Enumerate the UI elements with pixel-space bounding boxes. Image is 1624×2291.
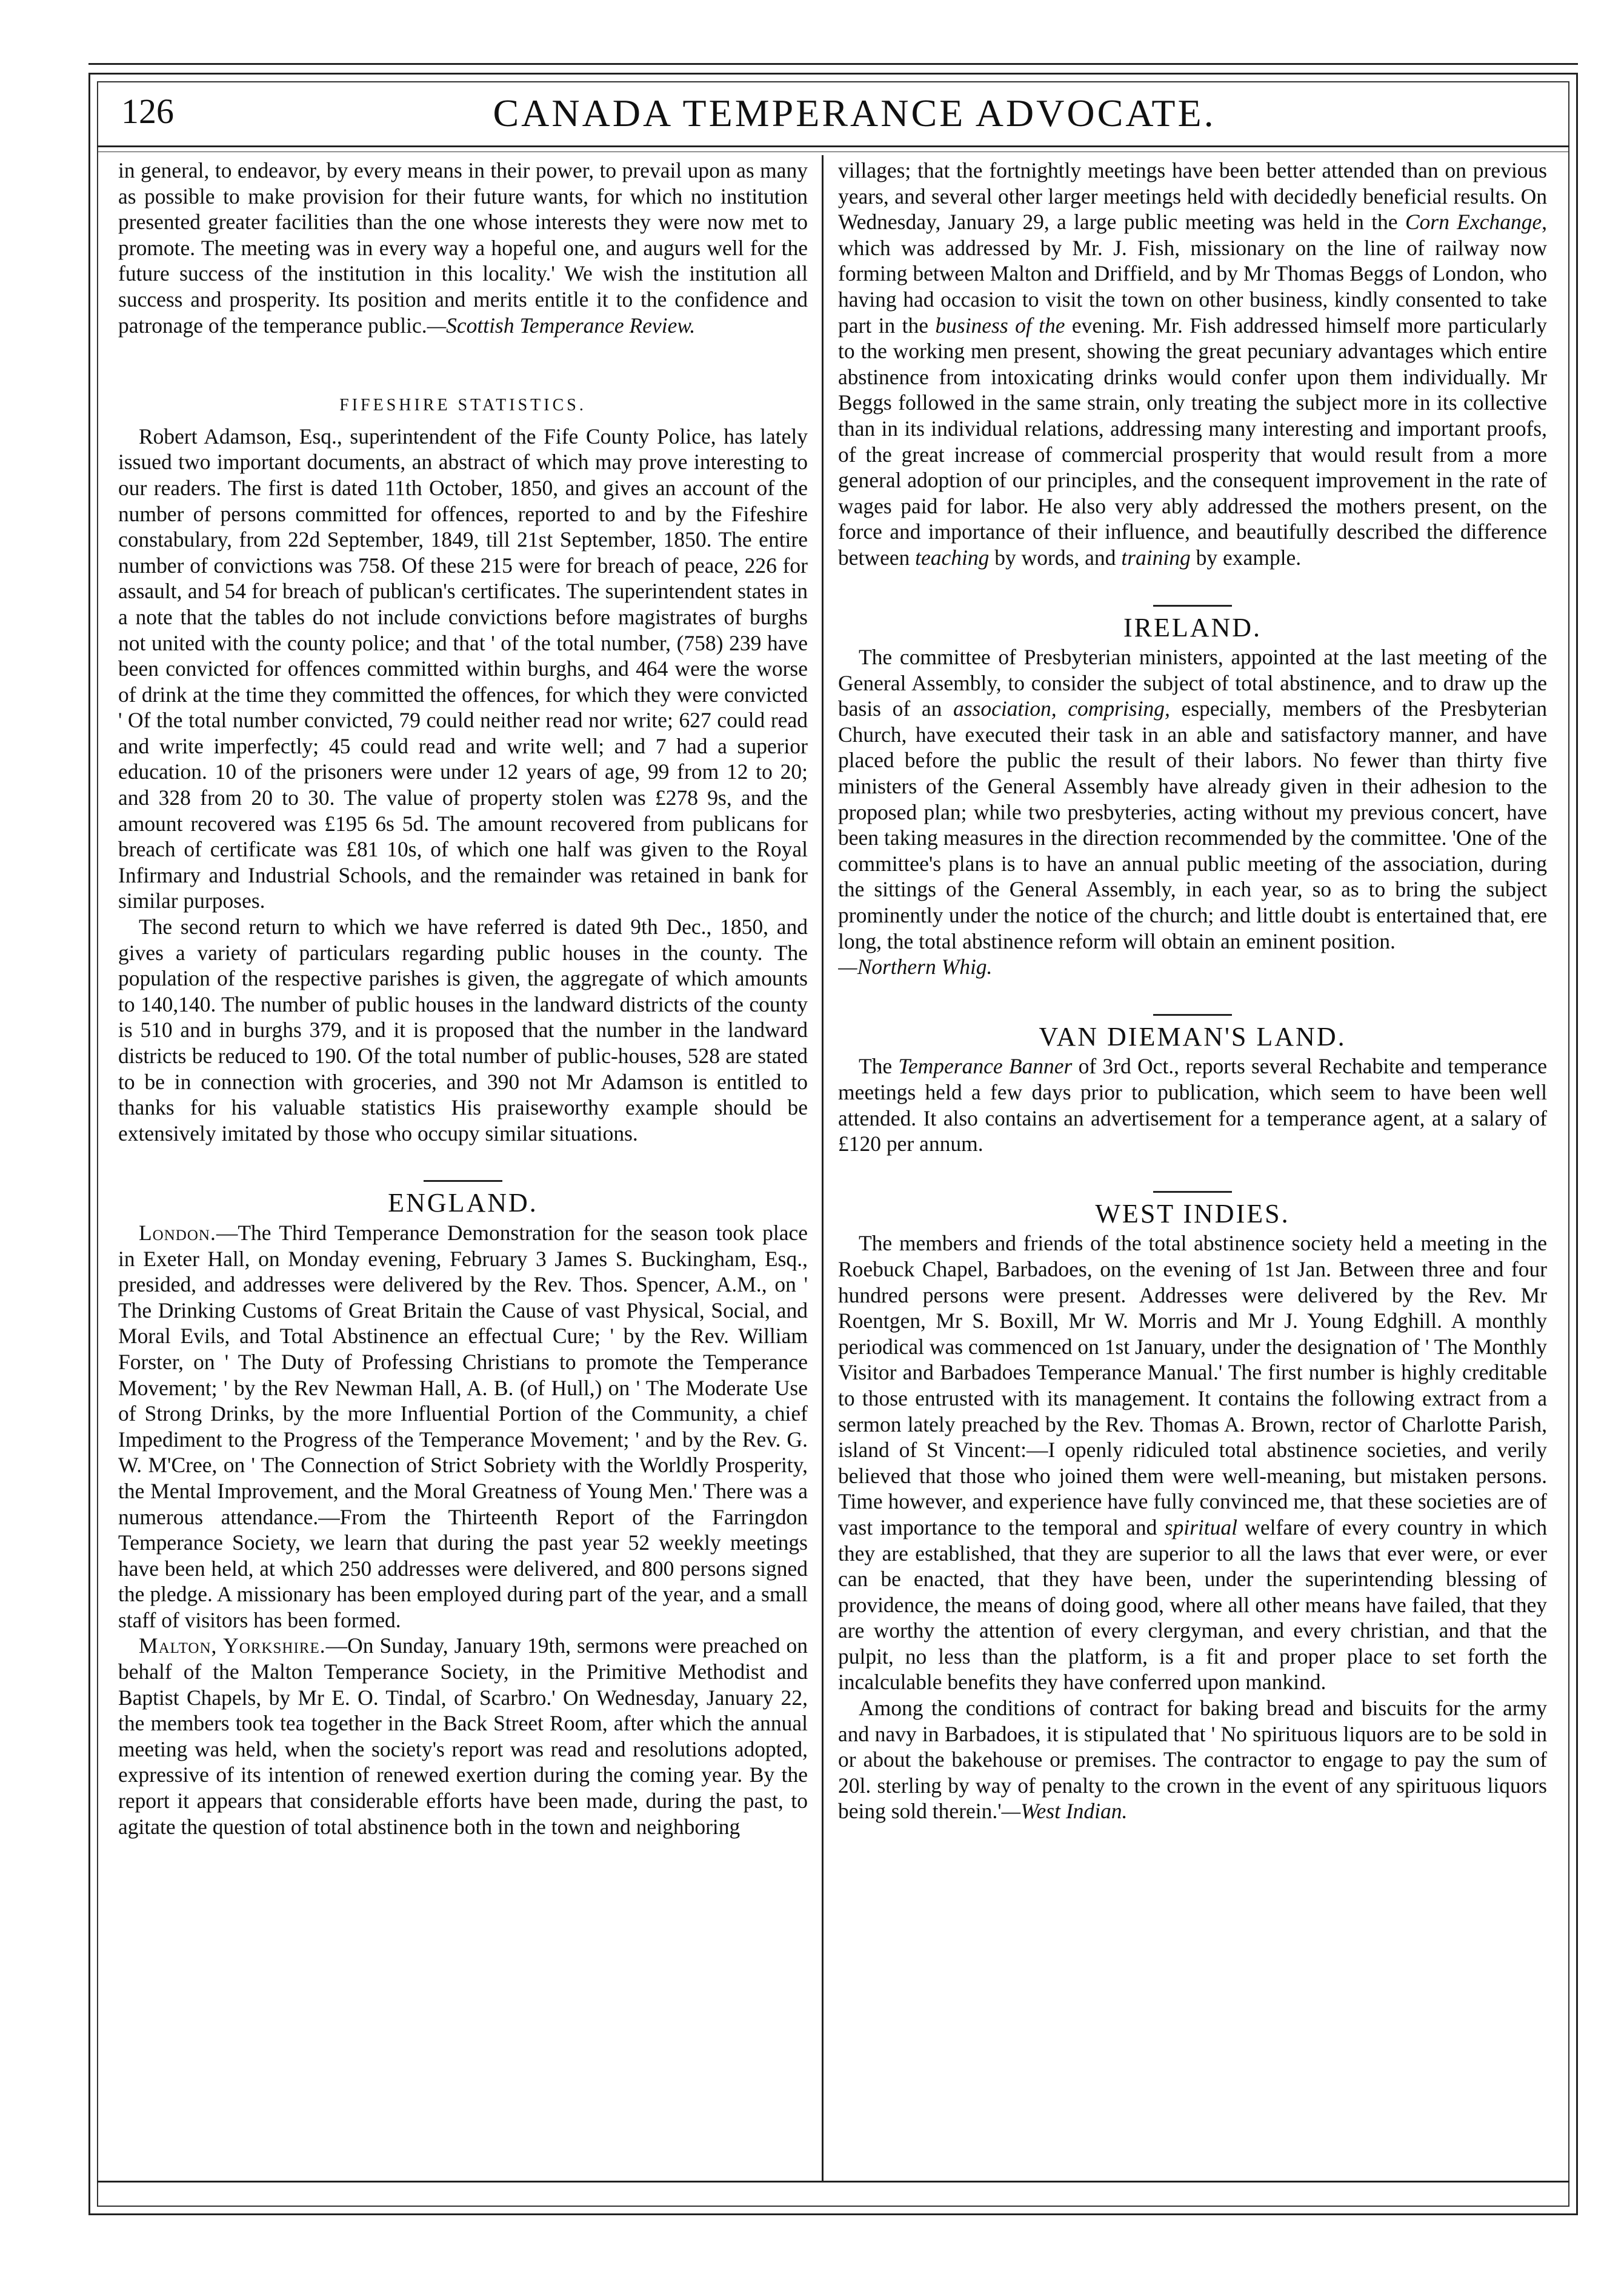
- england-malton-paragraph: [118, 1633, 808, 1839]
- column-divider: [822, 155, 824, 2183]
- ireland-source-line: [838, 954, 1547, 980]
- header-rule: [97, 145, 1569, 147]
- association-italic: association, comprising,: [953, 696, 1170, 721]
- heading-west-indies: WEST INDIES.: [1095, 1198, 1290, 1229]
- business-italic: business of the: [935, 313, 1065, 338]
- left-column: [118, 158, 808, 2176]
- top-rule: [88, 63, 1578, 65]
- teaching-italic: teaching: [915, 545, 990, 570]
- scottish-review-body: in general, to endeavor, by every means in their power, to prevail upon as many as possible to make provision for their future wants, for which no institution presented greater facilities than the one whose interests they were now met to promote. The meeting was in every way a hopeful one, and augurs well for the future success of the institution in this locality.' We wish the institution all success and prosperity. Its position and merits entitle it to the confidence and patronage of the temperance public.: [118, 158, 808, 338]
- england-cont-text-3: evening. Mr. Fish addressed himself more particularly to the working men present, showing the great pecuniary advantages which entire abstinence from intoxicating drinks would confer upon them individually. Mr Beggs followed in the same strain, only treating the subject more in its collective than in its individual relations, addressing many interesting and important proofs, of the great increase of commercial prosperity that would result from a more general adoption of our principles, and the consequent improvement in the rate of wages paid for labor. He also very ably addressed the mothers present, on the force and importance of their influence, and beautifully described the difference between: [838, 313, 1547, 570]
- section-separator: [1153, 605, 1232, 607]
- heading-ireland: IRELAND.: [1123, 612, 1262, 642]
- bottom-rule: [97, 2181, 1569, 2183]
- west-indies-paragraph-2: [838, 1695, 1547, 1824]
- england-london-paragraph: [118, 1220, 808, 1633]
- london-lead: London.: [139, 1220, 216, 1245]
- fifeshire-paragraph-1: Robert Adamson, Esq., superintendent of the Fife County Police, has lately issued two important documents, an abstract of which may prove interesting to our readers. The first is dated 11th October, 1850, and gives an account of the number of persons committed for offences, reported to and by the Fifeshire constabulary, from 22d September, 1849, till 21st September, 1850. The entire number of convictions was 758. Of these 215 were for breach of peace, 226 for assault, and 54 for breach of publican's certificates. The superintendent states in a note that the tables do not include convictions before magistrates of burghs not united with the county police; and that ' of the total number, (758) 239 have been convicted for offences committed within burghs, and 464 were the worse of drink at the time they committed the offences, for which they were convicted ' Of the total number convicted, 79 could neither read nor write; 627 could read and write imperfectly; 45 could read and write well; and 7 had a superior education. 10 of the prisoners were under 12 years of age, 99 from 12 to 20; and 328 from 20 to 30. The value of property stolen was £278 9s, and the amount recovered was £195 6s 5d. The amount recovered from publicans for breach of certificate was £81 10s, of which one half was given to the Royal Infirmary and Industrial Schools, and the remainder was retained in bank for similar purposes.: [118, 424, 808, 913]
- section-separator: [1153, 1014, 1232, 1016]
- heading-van-diemans-land: VAN DIEMAN'S LAND.: [1039, 1021, 1346, 1052]
- page-number: 126: [121, 92, 174, 131]
- malton-body: —On Sunday, January 19th, sermons were preached on behalf of the Malton Temperance Society, in the Primitive Methodist and Baptist Chapels, by Mr E. O. Tindal, of Scarbro.' On Wednesday, January 22, the members took tea together in the Back Street Room, after which the annual meeting was held, when the society's report was read and resolutions adopted, expressive of its intention of renewed exertion during the coming year. By the report it appears that considerable efforts have been made, during the past, to agitate the question of total abstinence both in the town and neighboring: [118, 1633, 808, 1839]
- heading-fifeshire-statistics: FIFESHIRE STATISTICS.: [339, 396, 587, 415]
- west-indies-text-1: The members and friends of the total abstinence society held a meeting in the Roebuck Chapel, Barbadoes, on the evening of 1st Jan. Between three and four hundred persons were present. Addresses were delivered by the Rev. Mr Roentgen, Mr S. Boxill, Mr W. Morris and Mr J. Young Edghill. A monthly periodical was commenced on 1st January, under the designation of ' The Monthly Visitor and Barbadoes Temperance Manual.' The first number is highly creditable to those entrusted with its management. It contains the following extract from a sermon lately preached by the Rev. Thomas A. Brown, rector of Charlotte Parish, island of St Vincent:—I openly ridiculed total abstinence societies, and verily believed that those who joined them were well-meaning, but mistaken persons. Time however, and experience have fully convinced me, that these societies are of vast importance to the temporal and: [838, 1231, 1547, 1539]
- scottish-review-source: —Scottish Temperance Review.: [427, 313, 696, 338]
- van-diemen-paragraph: [838, 1053, 1547, 1156]
- right-column: [838, 158, 1547, 2176]
- england-cont-text-2: , which was addressed by Mr. J. Fish, missionary on the line of railway now forming between Malton and Driffield, and by Mr Thomas Beggs of London, who having had occasion to visit the town on other business, kindly consented to take part in the: [838, 210, 1547, 338]
- west-indies-paragraph-1: [838, 1230, 1547, 1695]
- ireland-text-1: The committee of Presbyterian ministers, appointed at the last meeting of the General Assembly, to consider the subject of total abstinence, and to draw up the basis of an: [838, 645, 1547, 721]
- west-indies-text-1b: welfare of every country in which they are established, that they are superior to all the laws that ever were, or ever can be enacted, that they have been, under the superintending blessing of providence, the means of doing good, where all other means have failed, that they are worthy the attention of every clergyman, and every christian, and that the pulpit, no less than the platform, is a fit and proper place to set forth the incalculable benefits they have conferred upon mankind.: [838, 1515, 1547, 1695]
- ireland-text-2: especially, members of the Presbyterian Church, have executed their task in an able and satisfactory manner, and have placed before the public the result of their labors. No fewer than thirty five ministers of the General Assembly have already given in their adhesion to the proposed plan; while two presbyteries, acting without my previous concert, have been taking measures in the direction recommended by the committee. 'One of the committee's plans is to have an annual public meeting of the association, during the sittings of the General Assembly, in each year, so as to bring the subject prominently under the notice of the church; and little doubt is entertained that, ere long, the total abstinence reform will obtain an eminent position.: [838, 696, 1547, 953]
- england-cont-text-4: by words, and: [989, 545, 1122, 570]
- england-cont-text-5: by example.: [1190, 545, 1302, 570]
- london-body: —The Third Temperance Demonstration for the season took place in Exeter Hall, on Monday evening, February 3 James S. Buckingham, Esq., presided, and addresses were delivered by the Rev. Thos. Spencer, A.M., on ' The Drinking Customs of Great Britain the Cause of vast Physical, Social, and Moral Evils, and Total Abstinence an effectual Cure; ' by the Rev. William Forster, on ' The Duty of Professing Christians to promote the Temperance Movement; ' by the Rev Newman Hall, A. B. (of Hull,) on ' The Moderate Use of Strong Drinks, by the more Influential Portion of the Community, a chief Impediment to the Progress of the Temperance Movement; ' and by the Rev. G. W. M'Cree, on ' The Connection of Strict Sobriety with the Worldly Prosperity, the Mental Improvement, and the Moral Greatness of Young Men.' There was a numerous attendance.—From the Thirteenth Report of the Farringdon Temperance Society, we learn that during the past year 52 weekly meetings have been held, at which 250 addresses were delivered, and 800 persons signed the pledge. A missionary has been employed during part of the year, and a small staff of visitors has been formed.: [118, 1220, 808, 1632]
- england-cont-text-1: villages; that the fortnightly meetings have been better attended than on previous years, and several other larger meetings held with decidedly beneficial results. On Wednesday, January 29, a large public meeting was held in the: [838, 158, 1547, 235]
- section-separator: [424, 1180, 502, 1182]
- ireland-source: —Northern Whig.: [838, 955, 993, 979]
- training-italic: training: [1121, 545, 1191, 570]
- van-diemen-text-1: The: [859, 1054, 899, 1079]
- article-scottish-review: [118, 158, 808, 338]
- section-separator: [1153, 1191, 1232, 1193]
- malton-lead: Malton, Yorkshire.: [139, 1633, 326, 1658]
- temperance-banner-italic: Temperance Banner: [898, 1054, 1073, 1079]
- west-indies-source: —West Indian.: [1001, 1799, 1128, 1824]
- van-diemen-text-2: of 3rd Oct., reports several Rechabite and temperance meetings held a few days prior to publication, which seem to have been well attended. It also contains an advertisement for a temperance agent, at a salary of £120 per annum.: [838, 1054, 1547, 1156]
- west-indies-text-2: Among the conditions of contract for baking bread and biscuits for the army and navy in Barbadoes, it is stipulated that ' No spirituous liquors are to be sold in or about the bakehouse or premises. The contractor to engage to pay the sum of 20l. sterling by way of penalty to the crown in the event of any spirituous liquors being sold therein.': [838, 1696, 1547, 1824]
- england-continued-paragraph: [838, 158, 1547, 571]
- ireland-paragraph: [838, 644, 1547, 954]
- running-head-title: CANADA TEMPERANCE ADVOCATE.: [493, 92, 1216, 135]
- fifeshire-paragraph-2: The second return to which we have referred is dated 9th Dec., 1850, and gives a variety of particulars regarding public houses in the county. The population of the respective parishes is given, the aggregate of which amounts to 140,140. The number of public houses in the landward districts of the county is 510 and in burghs 379, and it is proposed that the number in the landward districts be reduced to 190. Of the total number of public-houses, 528 are stated to be in connection with groceries, and 390 not Mr Adamson is entitled to thanks for his valuable statistics His praiseworthy example should be extensively imitated by those who occupy similar situations.: [118, 915, 808, 1146]
- corn-exchange-italic: Corn Exchange: [1405, 210, 1542, 235]
- heading-england: ENGLAND.: [388, 1188, 538, 1218]
- spiritual-italic: spiritual: [1164, 1515, 1237, 1539]
